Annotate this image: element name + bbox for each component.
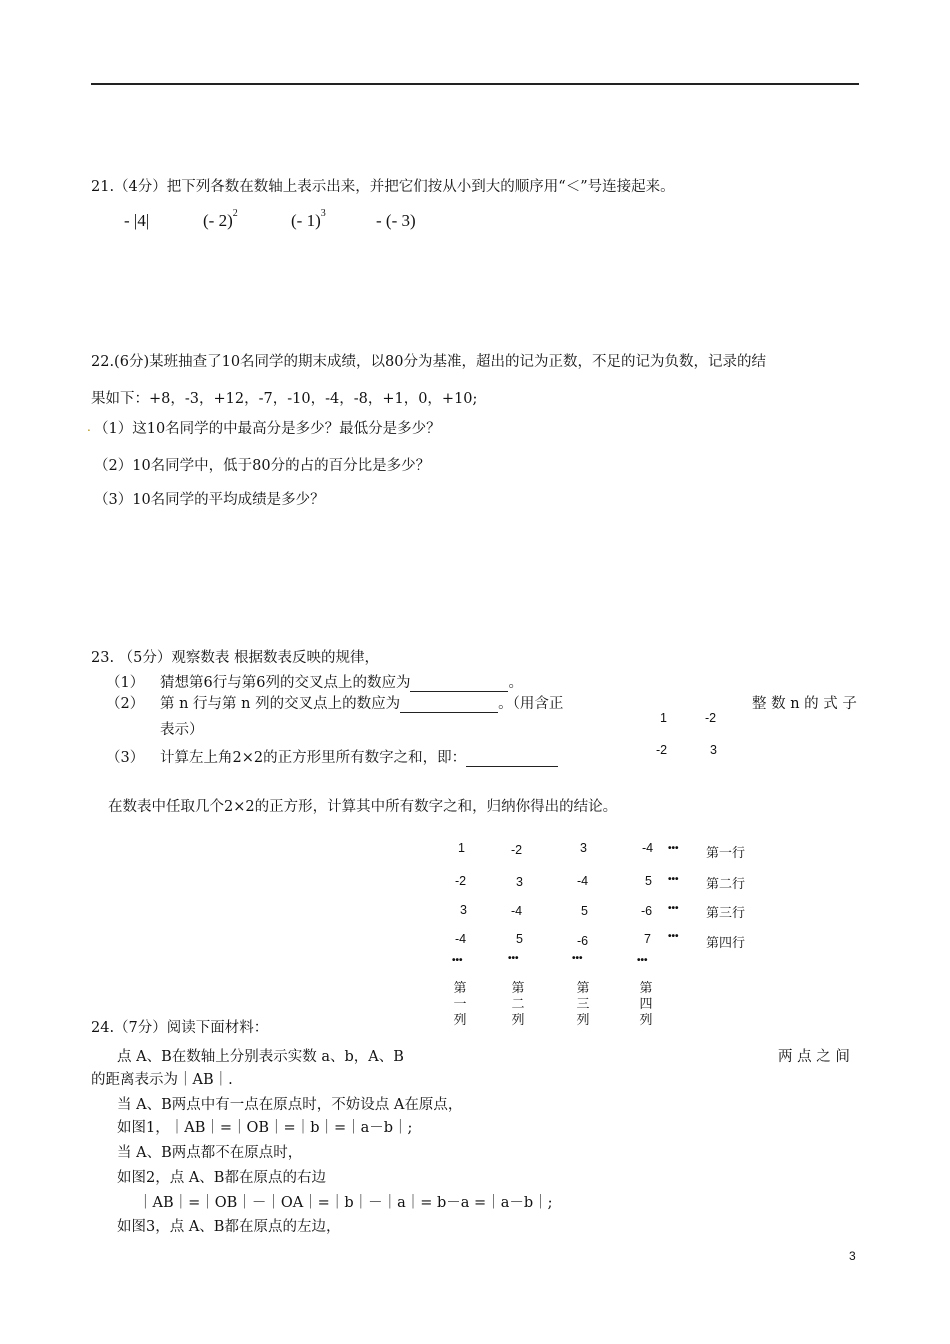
q24-line1-right: 两 点 之 间 (778, 1049, 850, 1065)
q22-part2: （2）10名同学中，低于80分的占的百分比是多少？ (94, 458, 431, 474)
small-grid-cell: -2 (705, 711, 717, 725)
table-cell: -4 (511, 904, 523, 918)
q24-line6: 如图2，点 A、B都在原点的右边 (117, 1170, 326, 1186)
table-cell: -6 (641, 904, 653, 918)
q23-part3-num: （3） (106, 750, 145, 766)
table-cell: -2 (511, 843, 523, 857)
row-label: 第二行 (706, 877, 746, 892)
table-cell: 1 (458, 841, 465, 855)
table-cell: -6 (577, 934, 589, 948)
row-ellipsis: ••• (668, 903, 679, 914)
q24-line4: 如图1，｜AB｜=｜OB｜=｜b｜=｜a－b｜; (117, 1120, 413, 1136)
col-label: 第一列 (453, 981, 467, 1028)
col-label: 第四列 (639, 981, 653, 1028)
table-cell: -4 (642, 841, 654, 855)
col-label: 第二列 (511, 981, 525, 1028)
q23-part3: 计算左上角2×2的正方形里所有数字之和，即： (160, 746, 558, 767)
row-label: 第一行 (706, 846, 746, 861)
q22-title-cont: 果如下：+8，-3，+12，-7，-10，-4，-8，+1，0，+10; (91, 391, 478, 407)
row-label: 第三行 (706, 906, 746, 921)
table-cell: 5 (516, 932, 523, 946)
table-cell: -4 (577, 874, 589, 888)
page-number: 3 (849, 1249, 856, 1263)
stray-dot: . (87, 420, 91, 434)
q21-expr-neg-neg3: - (- 3) (376, 211, 416, 230)
q23-part2-right: 整 数 n 的 式 子 (752, 696, 857, 712)
q23-part1-blank[interactable] (410, 677, 508, 692)
q23-title: 23. （5分）观察数表 根据数表反映的规律， (91, 650, 380, 666)
q22-part1: （1）这10名同学的中最高分是多少？最低分是多少？ (94, 421, 441, 437)
q24-title: 24.（7分）阅读下面材料： (91, 1020, 269, 1036)
q23-part2: 第 n 行与第 n 列的交叉点上的数应为 。（用含正 (160, 696, 564, 712)
q21-title: 21.（4分）把下列各数在数轴上表示出来，并把它们按从小到大的顺序用“＜”号连接起来。 (91, 179, 675, 195)
col-ellipsis: ••• (572, 953, 583, 964)
table-cell: 3 (580, 841, 587, 855)
table-cell: 5 (645, 874, 652, 888)
row-ellipsis: ••• (668, 931, 679, 942)
q22-title: 22.(6分)某班抽查了10名同学的期末成绩，以80分为基准，超出的记为正数，不足的记为负数，记录的结 (91, 354, 766, 370)
col-ellipsis: ••• (508, 953, 519, 964)
q22-part3: （3）10名同学的平均成绩是多少？ (94, 492, 325, 508)
small-grid-cell: 1 (660, 711, 667, 725)
table-cell: 5 (581, 904, 588, 918)
q23-part2-blank[interactable] (400, 698, 498, 713)
q24-line1: 点 A、B在数轴上分别表示实数 a、b，A、B (117, 1049, 404, 1065)
q24-line8: 如图3，点 A、B都在原点的左边， (117, 1219, 341, 1235)
q24-line5: 当 A、B两点都不在原点时， (117, 1145, 303, 1161)
q21-expr-neg1-cubed: (- 1)$^3$ (291, 208, 326, 230)
q24-line3: 当 A、B两点中有一点在原点时，不妨设点 A在原点， (117, 1097, 463, 1113)
q23-conclusion: 在数表中任取几个2×2的正方形，计算其中所有数字之和，归纳你得出的结论。 (108, 799, 618, 815)
q24-line2: 的距离表示为｜AB｜. (91, 1072, 233, 1088)
header-rule (91, 83, 859, 85)
q23-part2-cont: 表示） (160, 722, 204, 738)
col-ellipsis: ••• (637, 955, 648, 966)
table-cell: -4 (455, 932, 467, 946)
small-grid-cell: -2 (656, 743, 668, 757)
small-grid-cell: 3 (710, 743, 717, 757)
col-label: 第三列 (576, 981, 590, 1028)
col-ellipsis: ••• (452, 955, 463, 966)
q23-part1-num: （1） (106, 675, 145, 691)
row-ellipsis: ••• (668, 874, 679, 885)
table-cell: -2 (455, 874, 467, 888)
q23-part1: 猜想第6行与第6列的交叉点上的数应为 。 (160, 675, 523, 691)
table-cell: 3 (516, 875, 523, 889)
q21-expr-abs4: - |4| (124, 211, 150, 230)
table-cell: 7 (644, 932, 651, 946)
q23-part3-blank[interactable] (466, 752, 558, 767)
table-cell: 3 (460, 903, 467, 917)
row-label: 第四行 (706, 936, 746, 951)
row-ellipsis: ••• (668, 843, 679, 854)
q24-line7: ｜AB｜=｜OB｜－｜OA｜=｜b｜－｜a｜= b－a =｜a－b｜; (138, 1195, 553, 1211)
q21-expr-neg2-squared: (- 2)$^2$ (203, 208, 238, 230)
q23-part2-num: （2） (106, 696, 145, 712)
